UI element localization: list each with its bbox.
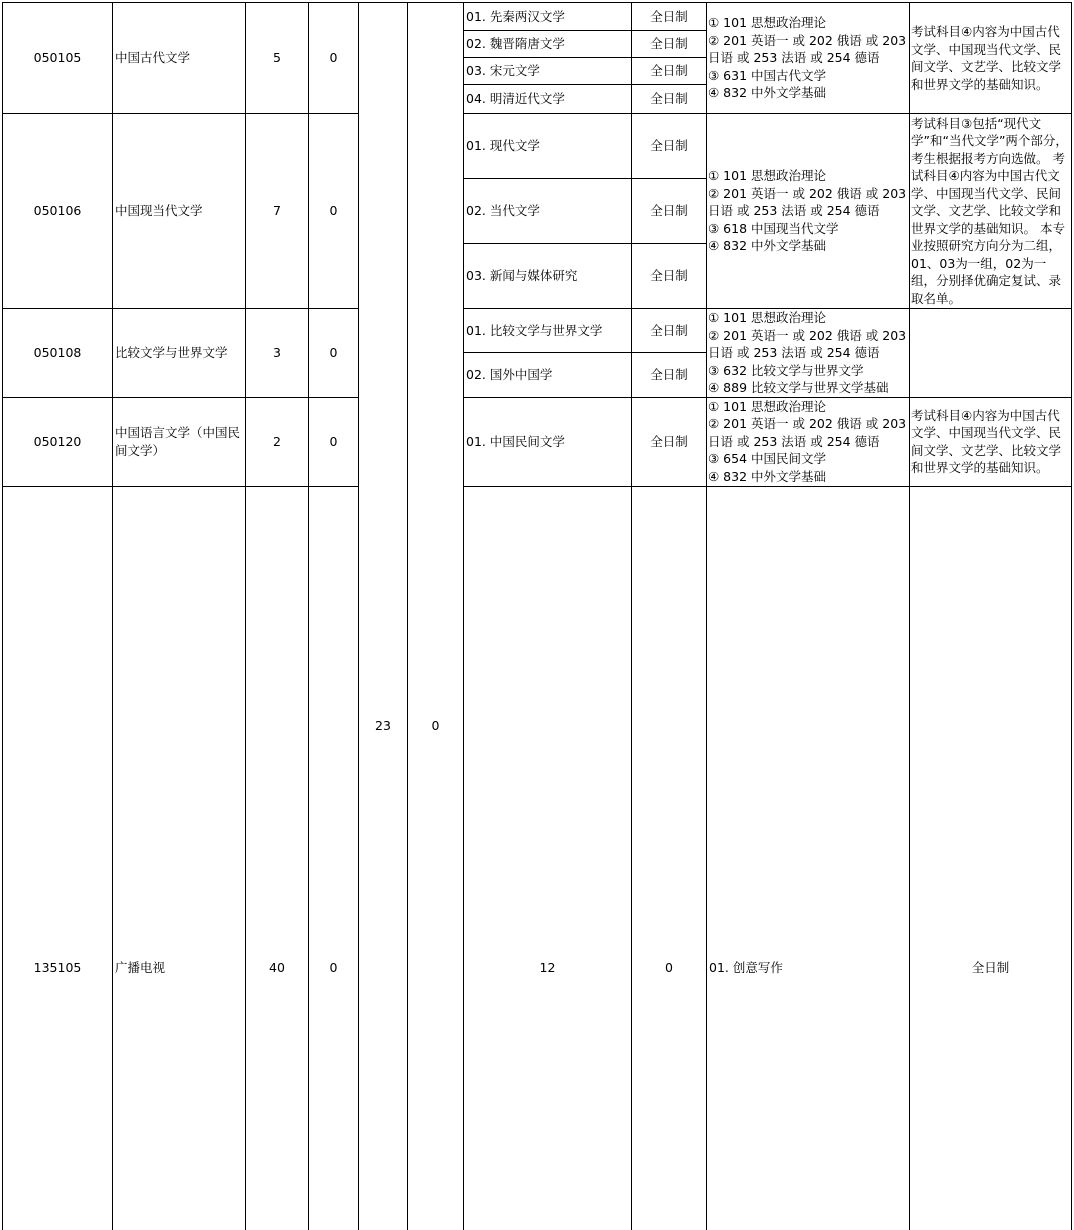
group-plan-cell: 23: [359, 3, 408, 1230]
table-row: [3, 486, 1072, 1230]
exam-line: ④ 832 中外文学基础: [708, 237, 909, 255]
direction-cell: 01. 现代文学: [464, 114, 632, 179]
plan-count-cell: 5: [246, 3, 309, 114]
exam-line: ② 201 英语一 或 202 俄语 或 203: [708, 185, 909, 203]
group-plan-cell: 12: [464, 486, 632, 1230]
direction-cell: 03. 宋元文学: [464, 58, 632, 85]
major-code-cell: 135105: [3, 486, 113, 1230]
exam-line: ② 201 英语一 或 202 俄语 或 203: [708, 327, 909, 345]
exam-line: ③ 618 中国现当代文学: [708, 220, 909, 238]
exam-line: 日语 或 253 法语 或 254 德语: [708, 202, 909, 220]
major-name-cell: 中国现当代文学: [113, 114, 246, 309]
study-mode-cell: 全日制: [632, 179, 707, 244]
tuimian-count-cell: 0: [309, 486, 359, 1230]
study-mode-cell: 全日制: [910, 486, 1072, 1230]
major-name-cell: 广播电视: [113, 486, 246, 1230]
exam-line: 日语 或 253 法语 或 254 德语: [708, 344, 909, 362]
exam-line: ① 101 思想政治理论: [708, 14, 909, 32]
study-mode-cell: 全日制: [632, 114, 707, 179]
plan-count-cell: 7: [246, 114, 309, 309]
study-mode-cell: 全日制: [632, 58, 707, 85]
study-mode-cell: 全日制: [632, 3, 707, 31]
direction-cell: 02. 国外中国学: [464, 353, 632, 397]
tuimian-count-cell: 0: [309, 3, 359, 114]
exam-line: ① 101 思想政治理论: [708, 309, 909, 327]
major-code-cell: 050108: [3, 309, 113, 398]
tuimian-count-cell: 0: [309, 114, 359, 309]
direction-cell: 01. 中国民间文学: [464, 397, 632, 486]
table-row: [3, 3, 1072, 31]
direction-cell: 02. 魏晋隋唐文学: [464, 31, 632, 58]
direction-cell: 03. 新闻与媒体研究: [464, 244, 632, 309]
exam-line: ③ 632 比较文学与世界文学: [708, 362, 909, 380]
exam-line: ④ 832 中外文学基础: [708, 468, 909, 486]
major-name-cell: 中国古代文学: [113, 3, 246, 114]
group-tuimian-cell: 0: [632, 486, 707, 1230]
plan-count-cell: 2: [246, 397, 309, 486]
plan-count-cell: 3: [246, 309, 309, 398]
table-row: [3, 397, 1072, 486]
exam-line: ④ 889 比较文学与世界文学基础: [708, 379, 909, 397]
study-mode-cell: 全日制: [632, 309, 707, 353]
exam-line: ① 101 思想政治理论: [708, 398, 909, 416]
direction-cell: 04. 明清近代文学: [464, 85, 632, 114]
direction-cell: 02. 当代文学: [464, 179, 632, 244]
exam-subjects-cell: [707, 397, 910, 486]
table-row: [3, 309, 1072, 353]
exam-line: ① 101 思想政治理论: [708, 167, 909, 185]
plan-count-cell: 40: [246, 486, 309, 1230]
exam-line: ③ 654 中国民间文学: [708, 450, 909, 468]
remark-cell: 考试科目④内容为中国古代文学、中国现当代文学、民间文学、文艺学、比较文学和世界文学的基础知识。: [910, 3, 1072, 114]
direction-cell: 01. 比较文学与世界文学: [464, 309, 632, 353]
tuimian-count-cell: 0: [309, 309, 359, 398]
exam-subjects-cell: [707, 114, 910, 309]
tuimian-count-cell: 0: [309, 397, 359, 486]
major-code-cell: 050120: [3, 397, 113, 486]
direction-cell: 01. 创意写作: [707, 486, 910, 1230]
major-code-cell: 050105: [3, 3, 113, 114]
remark-cell: 考试科目④内容为中国古代文学、中国现当代文学、民间文学、文艺学、比较文学和世界文学的基础知识。: [910, 397, 1072, 486]
study-mode-cell: 全日制: [632, 85, 707, 114]
study-mode-cell: 全日制: [632, 397, 707, 486]
exam-line: 日语 或 253 法语 或 254 德语: [708, 433, 909, 451]
major-code-cell: 050106: [3, 114, 113, 309]
exam-subjects-cell: [707, 3, 910, 114]
exam-line: ④ 832 中外文学基础: [708, 84, 909, 102]
remark-cell: 考试科目③包括“现代文学”和“当代文学”两个部分，考生根据报考方向选做。 考试科目④内容为中国古代文学、中国现当代文学、民间文学、文艺学、比较文学和世界文学的基础知识。 本专业按照研究方向分为二组，01、03为一组，02为一组，分别择优确定复试、录取名单。: [910, 114, 1072, 309]
table-row: [3, 114, 1072, 179]
admissions-table: [2, 2, 1072, 1230]
exam-line: ③ 631 中国古代文学: [708, 67, 909, 85]
study-mode-cell: 全日制: [632, 353, 707, 397]
exam-line: ② 201 英语一 或 202 俄语 或 203: [708, 415, 909, 433]
major-name-cell: 中国语言文学（中国民间文学）: [113, 397, 246, 486]
study-mode-cell: 全日制: [632, 244, 707, 309]
direction-cell: 01. 先秦两汉文学: [464, 3, 632, 31]
study-mode-cell: 全日制: [632, 31, 707, 58]
remark-cell: [910, 309, 1072, 398]
exam-subjects-cell: [707, 309, 910, 398]
major-name-cell: 比较文学与世界文学: [113, 309, 246, 398]
exam-line: ② 201 英语一 或 202 俄语 或 203: [708, 32, 909, 50]
exam-line: 日语 或 253 法语 或 254 德语: [708, 49, 909, 67]
group-tuimian-cell: 0: [408, 3, 464, 1230]
